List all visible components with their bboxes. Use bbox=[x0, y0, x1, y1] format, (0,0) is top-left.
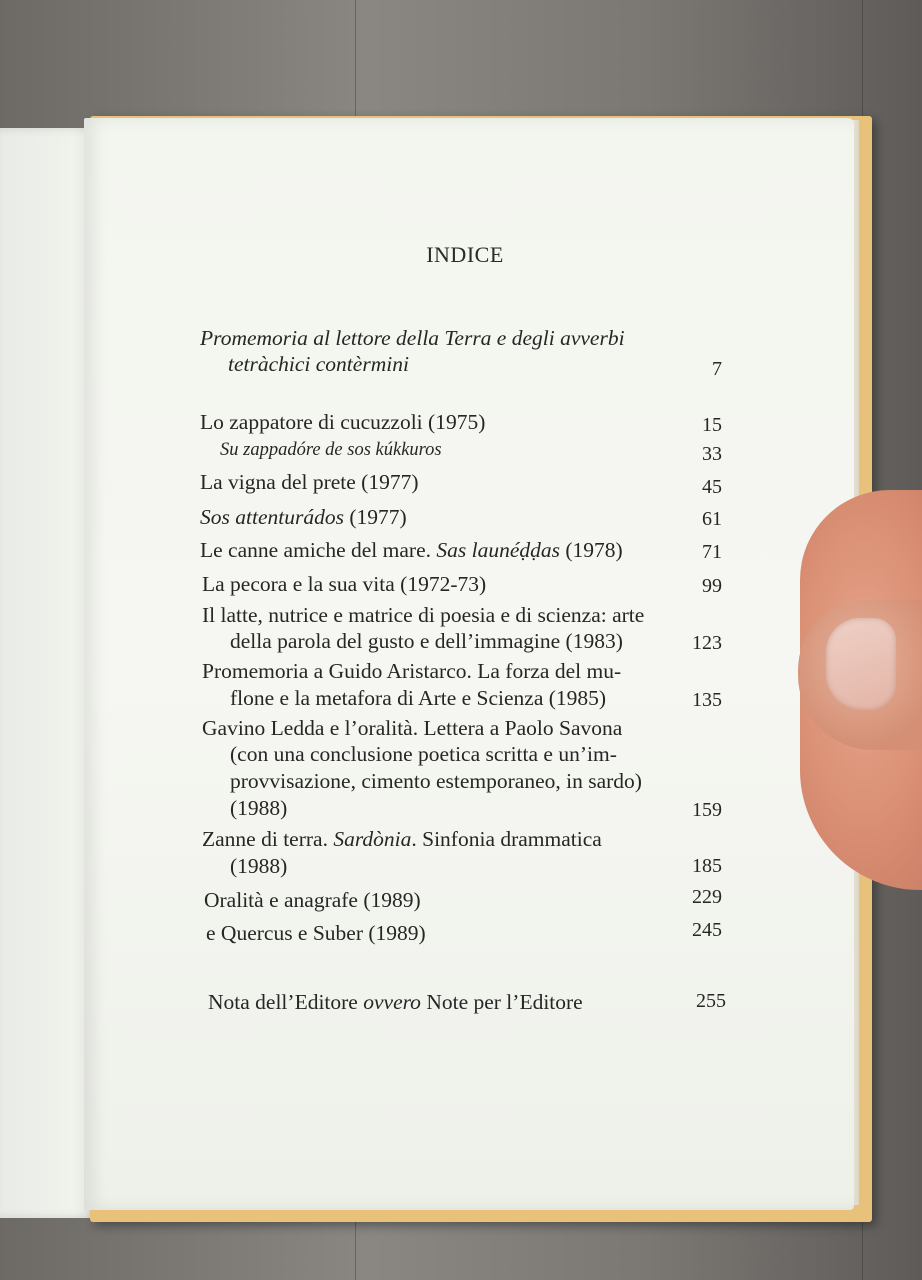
toc-page-number: 7 bbox=[712, 358, 722, 380]
toc-page-number: 99 bbox=[702, 575, 722, 597]
toc-page-number: 33 bbox=[702, 443, 722, 465]
toc-entry-italic: ovvero bbox=[363, 990, 421, 1014]
toc-page-number: 245 bbox=[692, 919, 722, 941]
toc-entry-line: Promemoria a Guido Aristarco. La forza del mu- bbox=[202, 659, 622, 683]
toc-page-number: 61 bbox=[702, 508, 722, 530]
toc-entry-line: Promemoria al lettore della Terra e degli avverbi bbox=[200, 326, 625, 350]
toc-entry-line bbox=[202, 827, 602, 852]
toc-entry-text: Le canne amiche del mare. bbox=[200, 538, 437, 562]
thumbnail bbox=[826, 618, 896, 710]
toc-entry-line: (1988) bbox=[230, 796, 288, 820]
toc-entry-line: La pecora e la sua vita (1972-73) bbox=[202, 572, 487, 596]
toc-page-number: 71 bbox=[702, 541, 722, 563]
toc-entry-line: (con una conclusione poetica scritta e un’im- bbox=[230, 742, 617, 766]
toc-entry-text: (1978) bbox=[560, 538, 623, 562]
page-title: INDICE bbox=[426, 242, 504, 267]
toc-entry-text: Nota dell’Editore bbox=[208, 990, 364, 1014]
toc-page-number: 229 bbox=[692, 886, 722, 908]
toc-entry-line: (1988) bbox=[230, 854, 288, 878]
toc-entry-line: Gavino Ledda e l’oralità. Lettera a Paolo Savona bbox=[202, 716, 623, 740]
toc-entry-text: (1977) bbox=[343, 505, 407, 529]
toc-page-number: 123 bbox=[692, 632, 722, 654]
toc-page-number: 45 bbox=[702, 476, 722, 498]
toc-entry-line: Oralità e anagrafe (1989) bbox=[204, 888, 421, 912]
toc-entry-italic: Sas launéḍḍas bbox=[436, 538, 560, 562]
toc-entry-text: Note per l’Editore bbox=[420, 990, 583, 1014]
toc-entry-text: . Sinfonia drammatica bbox=[411, 827, 602, 851]
toc-entry-line bbox=[200, 505, 407, 530]
toc-entry-line bbox=[200, 538, 623, 563]
toc-entry-italic: Sardònia bbox=[333, 827, 412, 851]
toc-entry-line: tetràchici contèrmini bbox=[228, 352, 409, 376]
toc-entry-line: La vigna del prete (1977) bbox=[200, 470, 419, 494]
toc-page-number: 159 bbox=[692, 799, 722, 821]
toc-page-number: 255 bbox=[696, 990, 726, 1012]
toc-entry-line: flone e la metafora di Arte e Scienza (1985) bbox=[230, 686, 607, 710]
toc-page-number: 185 bbox=[692, 855, 722, 877]
toc-entry-line: e Quercus e Suber (1989) bbox=[206, 921, 426, 945]
toc-entry-line: Su zappadóre de sos kúkkuros bbox=[220, 440, 442, 460]
toc-entry-line bbox=[208, 990, 583, 1015]
toc-entry-line: Lo zappatore di cucuzzoli (1975) bbox=[200, 410, 486, 434]
toc-page-number: 15 bbox=[702, 414, 722, 436]
toc-entry-italic: Sos attenturádos bbox=[200, 505, 344, 529]
toc-entry-line: Il latte, nutrice e matrice di poesia e di scienza: arte bbox=[202, 603, 645, 627]
toc-entry-text: Zanne di terra. bbox=[202, 827, 334, 851]
toc-page-number: 135 bbox=[692, 689, 722, 711]
toc-entry-line: provvisazione, cimento estemporaneo, in sardo) bbox=[230, 769, 642, 793]
toc-entry-line: della parola del gusto e dell’immagine (1983) bbox=[230, 629, 623, 653]
